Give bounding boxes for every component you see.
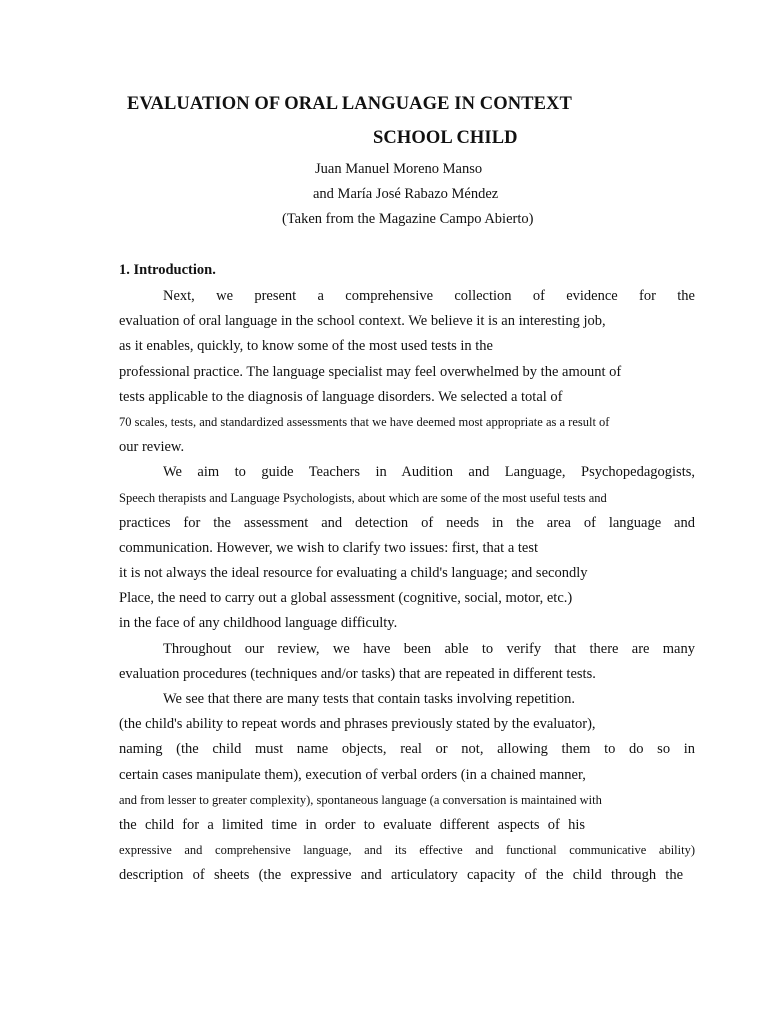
body-line: and from lesser to greater complexity), spontaneous language (a conversation is maintained with — [119, 792, 602, 807]
body-line: as it enables, quickly, to know some of the most used tests in the — [119, 338, 493, 355]
body-line: expressive and comprehensive language, and its effective and functional communicative ability) — [119, 843, 695, 858]
body-line: our review. — [119, 439, 185, 456]
body-line: certain cases manipulate them), execution of verbal orders (in a chained manner, — [119, 766, 586, 783]
body-line: the child for a limited time in order to evaluate different aspects of his — [119, 816, 585, 833]
document-title-line-2: SCHOOL CHILD — [373, 128, 518, 148]
body-line: 70 scales, tests, and standardized assessments that we have deemed most appropriate as a result of — [119, 414, 610, 429]
author-line-2: and María José Rabazo Méndez — [313, 186, 499, 202]
body-line: description of sheets (the expressive and articulatory capacity of the child through the — [119, 867, 683, 884]
body-line: tests applicable to the diagnosis of language disorders. We selected a total of — [119, 388, 563, 405]
body-line: Place, the need to carry out a global assessment (cognitive, social, motor, etc.) — [119, 590, 573, 607]
body-line: in the face of any childhood language difficulty. — [119, 615, 398, 632]
body-line: professional practice. The language specialist may feel overwhelmed by the amount of — [119, 363, 622, 380]
source-note: (Taken from the Magazine Campo Abierto) — [282, 211, 534, 227]
document-title-line-1: EVALUATION OF ORAL LANGUAGE IN CONTEXT — [127, 94, 572, 114]
body-line: it is not always the ideal resource for evaluating a child's language; and secondly — [119, 565, 588, 582]
body-line: (the child's ability to repeat words and phrases previously stated by the evaluator), — [119, 716, 596, 733]
body-line: practices for the assessment and detection of needs in the area of language and — [119, 514, 695, 531]
author-line-1: Juan Manuel Moreno Manso — [315, 161, 483, 177]
body-line: evaluation procedures (techniques and/or tasks) that are repeated in different tests. — [119, 665, 596, 682]
body-line: naming (the child must name objects, real or not, allowing them to do so in — [119, 741, 695, 758]
body-text — [119, 287, 695, 892]
section-heading: 1. Introduction. — [119, 262, 216, 278]
body-line: We aim to guide Teachers in Audition and Language, Psychopedagogists, — [163, 464, 695, 481]
body-line: Speech therapists and Language Psychologists, about which are some of the most useful tests and — [119, 490, 607, 505]
body-line: communication. However, we wish to clarify two issues: first, that a test — [119, 539, 539, 556]
body-line: We see that there are many tests that contain tasks involving repetition. — [163, 691, 575, 707]
body-line: Next, we present a comprehensive collection of evidence for the — [163, 288, 695, 304]
body-line: Throughout our review, we have been able to verify that there are many — [163, 640, 695, 657]
body-line: evaluation of oral language in the school context. We believe it is an interesting job, — [119, 313, 606, 330]
